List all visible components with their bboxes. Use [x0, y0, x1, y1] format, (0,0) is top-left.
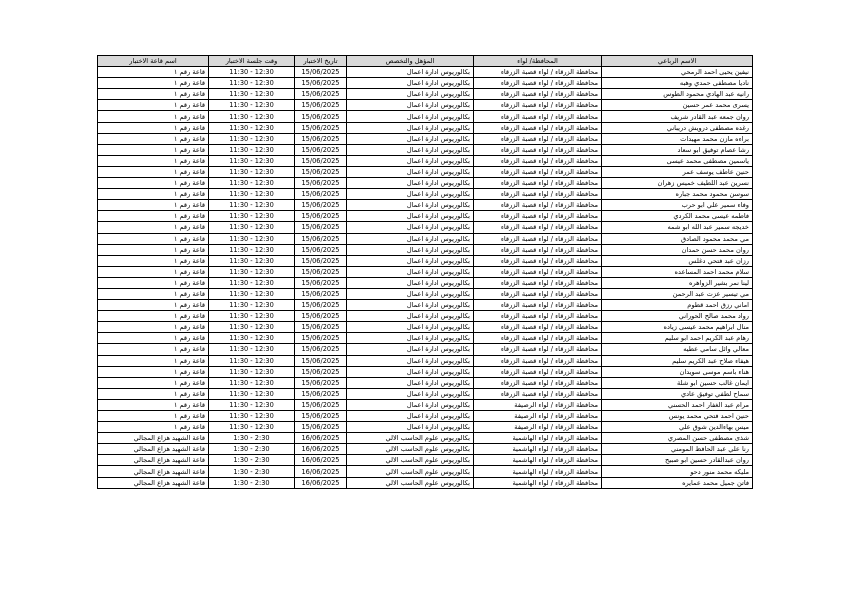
cell-governorate: محافظة الزرقاء / لواء قصبة الزرقاء	[474, 200, 602, 211]
cell-time: 11:30 - 12:30	[209, 399, 295, 410]
cell-qualification: بكالوريوس ادارة اعمال	[347, 266, 474, 277]
cell-time: 11:30 - 12:30	[209, 155, 295, 166]
cell-time: 11:30 - 12:30	[209, 166, 295, 177]
cell-date: 15/06/2025	[295, 233, 347, 244]
cell-governorate: محافظة الزرقاء / لواء قصبة الزرقاء	[474, 155, 602, 166]
cell-room: قاعة رقم ١	[98, 133, 209, 144]
cell-governorate: محافظة الزرقاء / لواء قصبة الزرقاء	[474, 388, 602, 399]
cell-time: 11:30 - 12:30	[209, 288, 295, 299]
cell-time: 11:30 - 12:30	[209, 333, 295, 344]
cell-room: قاعة رقم ١	[98, 300, 209, 311]
cell-name: منال ابراهيم محمد عيسى زياده	[602, 322, 753, 333]
table-row	[98, 155, 753, 166]
table-row	[98, 455, 753, 466]
header-room: اسم قاعة الاختبار	[98, 56, 209, 67]
cell-governorate: محافظة الزرقاء / لواء الهاشمية	[474, 455, 602, 466]
table-row	[98, 466, 753, 477]
cell-time: 1:30 - 2:30	[209, 433, 295, 444]
cell-governorate: محافظة الزرقاء / لواء قصبة الزرقاء	[474, 233, 602, 244]
table-row	[98, 311, 753, 322]
table-row	[98, 344, 753, 355]
cell-date: 15/06/2025	[295, 111, 347, 122]
cell-governorate: محافظة الزرقاء / لواء قصبة الزرقاء	[474, 178, 602, 189]
cell-room: قاعة رقم ١	[98, 344, 209, 355]
cell-room: قاعة رقم ١	[98, 399, 209, 410]
cell-time: 11:30 - 12:30	[209, 133, 295, 144]
cell-qualification: بكالوريوس ادارة اعمال	[347, 144, 474, 155]
cell-governorate: محافظة الزرقاء / لواء قصبة الزرقاء	[474, 122, 602, 133]
table-row	[98, 388, 753, 399]
header-row	[98, 56, 753, 67]
table-row	[98, 322, 753, 333]
cell-name: يسرى محمد عمر حسين	[602, 100, 753, 111]
cell-name: مليكه محمد منور دحو	[602, 466, 753, 477]
cell-date: 15/06/2025	[295, 322, 347, 333]
cell-time: 11:30 - 12:30	[209, 244, 295, 255]
cell-time: 11:30 - 12:30	[209, 266, 295, 277]
cell-time: 11:30 - 12:30	[209, 111, 295, 122]
table-row	[98, 222, 753, 233]
cell-qualification: بكالوريوس ادارة اعمال	[347, 89, 474, 100]
exam-schedule-table	[97, 55, 753, 489]
cell-date: 16/06/2025	[295, 466, 347, 477]
cell-qualification: بكالوريوس ادارة اعمال	[347, 155, 474, 166]
cell-time: 11:30 - 12:30	[209, 178, 295, 189]
cell-room: قاعة رقم ١	[98, 366, 209, 377]
cell-name: رنا علي عبد الحافظ المومني	[602, 444, 753, 455]
table-row	[98, 266, 753, 277]
cell-date: 15/06/2025	[295, 411, 347, 422]
cell-time: 1:30 - 2:30	[209, 444, 295, 455]
cell-room: قاعة رقم ١	[98, 211, 209, 222]
table-row	[98, 255, 753, 266]
cell-governorate: محافظة الزرقاء / لواء قصبة الزرقاء	[474, 377, 602, 388]
table-row	[98, 277, 753, 288]
cell-date: 15/06/2025	[295, 189, 347, 200]
cell-time: 11:30 - 12:30	[209, 200, 295, 211]
cell-room: قاعة رقم ١	[98, 411, 209, 422]
cell-governorate: محافظة الزرقاء / لواء قصبة الزرقاء	[474, 144, 602, 155]
cell-name: فاتن جميل محمد عمايره	[602, 477, 753, 488]
cell-room: قاعة رقم ١	[98, 388, 209, 399]
cell-name: رواد محمد صالح الحوراني	[602, 311, 753, 322]
cell-name: لينا نمر بشير الزواهره	[602, 277, 753, 288]
cell-governorate: محافظة الزرقاء / لواء قصبة الزرقاء	[474, 255, 602, 266]
cell-name: خديجه سمير عبد الله ابو شمه	[602, 222, 753, 233]
cell-time: 11:30 - 12:30	[209, 322, 295, 333]
cell-name: روان جمعه عبد القادر شريف	[602, 111, 753, 122]
cell-name: ميس بهاءالدين شوق علي	[602, 422, 753, 433]
cell-qualification: بكالوريوس ادارة اعمال	[347, 277, 474, 288]
table-row	[98, 67, 753, 78]
cell-qualification: بكالوريوس ادارة اعمال	[347, 344, 474, 355]
cell-room: قاعة رقم ١	[98, 422, 209, 433]
cell-qualification: بكالوريوس ادارة اعمال	[347, 366, 474, 377]
cell-time: 1:30 - 2:30	[209, 455, 295, 466]
cell-qualification: بكالوريوس ادارة اعمال	[347, 189, 474, 200]
cell-governorate: محافظة الزرقاء / لواء قصبة الزرقاء	[474, 322, 602, 333]
cell-date: 15/06/2025	[295, 355, 347, 366]
cell-room: قاعة رقم ١	[98, 189, 209, 200]
table-row	[98, 233, 753, 244]
cell-time: 11:30 - 12:30	[209, 344, 295, 355]
cell-qualification: بكالوريوس علوم الحاسب الالي	[347, 444, 474, 455]
header-name: الاسم الرباعي	[602, 56, 753, 67]
cell-room: قاعة رقم ١	[98, 200, 209, 211]
cell-governorate: محافظة الزرقاء / لواء قصبة الزرقاء	[474, 288, 602, 299]
cell-room: قاعة رقم ١	[98, 100, 209, 111]
cell-time: 11:30 - 12:30	[209, 311, 295, 322]
cell-time: 11:30 - 12:30	[209, 144, 295, 155]
cell-room: قاعة رقم ١	[98, 144, 209, 155]
table-row	[98, 444, 753, 455]
cell-time: 11:30 - 12:30	[209, 100, 295, 111]
header-time: وقت جلسة الاختبار	[209, 56, 295, 67]
cell-name: ناديا مصطفى حمدي وهبه	[602, 78, 753, 89]
cell-date: 15/06/2025	[295, 311, 347, 322]
cell-qualification: بكالوريوس ادارة اعمال	[347, 333, 474, 344]
cell-name: رانيه عبد الهادي محمود الطوس	[602, 89, 753, 100]
cell-governorate: محافظة الزرقاء / لواء قصبة الزرقاء	[474, 311, 602, 322]
cell-qualification: بكالوريوس ادارة اعمال	[347, 422, 474, 433]
cell-date: 15/06/2025	[295, 100, 347, 111]
table-row	[98, 355, 753, 366]
cell-time: 11:30 - 12:30	[209, 122, 295, 133]
table-row	[98, 422, 753, 433]
cell-qualification: بكالوريوس ادارة اعمال	[347, 255, 474, 266]
cell-date: 15/06/2025	[295, 155, 347, 166]
cell-name: سلام محمد احمد المساعده	[602, 266, 753, 277]
cell-time: 11:30 - 12:30	[209, 277, 295, 288]
cell-room: قاعة رقم ١	[98, 288, 209, 299]
cell-governorate: محافظة الزرقاء / لواء قصبة الزرقاء	[474, 89, 602, 100]
cell-room: قاعة رقم ١	[98, 166, 209, 177]
cell-time: 11:30 - 12:30	[209, 255, 295, 266]
cell-date: 15/06/2025	[295, 200, 347, 211]
table-row	[98, 178, 753, 189]
cell-qualification: بكالوريوس ادارة اعمال	[347, 399, 474, 410]
cell-qualification: بكالوريوس ادارة اعمال	[347, 233, 474, 244]
cell-governorate: محافظة الزرقاء / لواء الهاشمية	[474, 477, 602, 488]
cell-governorate: محافظة الزرقاء / لواء الرصيفة	[474, 411, 602, 422]
cell-qualification: بكالوريوس ادارة اعمال	[347, 411, 474, 422]
cell-date: 15/06/2025	[295, 344, 347, 355]
cell-time: 11:30 - 12:30	[209, 211, 295, 222]
cell-governorate: محافظة الزرقاء / لواء قصبة الزرقاء	[474, 67, 602, 78]
table-row	[98, 78, 753, 89]
cell-room: قاعة الشهيد هزاع المجالي	[98, 455, 209, 466]
cell-room: قاعة رقم ١	[98, 277, 209, 288]
cell-date: 15/06/2025	[295, 178, 347, 189]
cell-name: حنين عاطف يوسف عمر	[602, 166, 753, 177]
cell-governorate: محافظة الزرقاء / لواء قصبة الزرقاء	[474, 244, 602, 255]
table-row	[98, 399, 753, 410]
cell-governorate: محافظة الزرقاء / لواء قصبة الزرقاء	[474, 333, 602, 344]
cell-qualification: بكالوريوس ادارة اعمال	[347, 166, 474, 177]
cell-name: روان عبدالقادر حسين ابو صبيح	[602, 455, 753, 466]
cell-date: 15/06/2025	[295, 144, 347, 155]
cell-time: 11:30 - 12:30	[209, 189, 295, 200]
cell-name: وفاء سمير علي ابو حرب	[602, 200, 753, 211]
cell-name: هيفاء صلاح عبد الكريم سليم	[602, 355, 753, 366]
cell-time: 11:30 - 12:30	[209, 78, 295, 89]
table-row	[98, 244, 753, 255]
cell-room: قاعة رقم ١	[98, 266, 209, 277]
cell-time: 11:30 - 12:30	[209, 377, 295, 388]
table-row	[98, 200, 753, 211]
cell-qualification: بكالوريوس ادارة اعمال	[347, 211, 474, 222]
cell-date: 15/06/2025	[295, 333, 347, 344]
cell-governorate: محافظة الزرقاء / لواء قصبة الزرقاء	[474, 211, 602, 222]
cell-room: قاعة رقم ١	[98, 244, 209, 255]
cell-qualification: بكالوريوس علوم الحاسب الالي	[347, 466, 474, 477]
table-row	[98, 89, 753, 100]
cell-date: 15/06/2025	[295, 222, 347, 233]
table-row	[98, 133, 753, 144]
cell-room: قاعة رقم ١	[98, 233, 209, 244]
cell-date: 15/06/2025	[295, 133, 347, 144]
table-row	[98, 144, 753, 155]
table-row	[98, 366, 753, 377]
cell-qualification: بكالوريوس ادارة اعمال	[347, 178, 474, 189]
cell-qualification: بكالوريوس ادارة اعمال	[347, 322, 474, 333]
cell-time: 1:30 - 2:30	[209, 466, 295, 477]
cell-room: قاعة رقم ١	[98, 89, 209, 100]
cell-date: 16/06/2025	[295, 455, 347, 466]
cell-name: نيفين يحيى احمد الرمحي	[602, 67, 753, 78]
header-date: تاريخ الاختبار	[295, 56, 347, 67]
cell-date: 15/06/2025	[295, 255, 347, 266]
table-row	[98, 100, 753, 111]
cell-qualification: بكالوريوس ادارة اعمال	[347, 311, 474, 322]
cell-date: 15/06/2025	[295, 166, 347, 177]
cell-room: قاعة رقم ١	[98, 255, 209, 266]
cell-room: قاعة رقم ١	[98, 78, 209, 89]
cell-room: قاعة الشهيد هزاع المجالي	[98, 433, 209, 444]
cell-date: 15/06/2025	[295, 399, 347, 410]
cell-qualification: بكالوريوس ادارة اعمال	[347, 388, 474, 399]
cell-governorate: محافظة الزرقاء / لواء قصبة الزرقاء	[474, 133, 602, 144]
cell-name: نسرين عبد اللطيف خميس زهران	[602, 178, 753, 189]
cell-room: قاعة رقم ١	[98, 377, 209, 388]
cell-time: 11:30 - 12:30	[209, 366, 295, 377]
cell-room: قاعة رقم ١	[98, 178, 209, 189]
cell-room: قاعة رقم ١	[98, 322, 209, 333]
cell-room: قاعة رقم ١	[98, 111, 209, 122]
cell-qualification: بكالوريوس ادارة اعمال	[347, 355, 474, 366]
cell-name: رغده مصطفى درويش دريباني	[602, 122, 753, 133]
cell-name: اماني رزق احمد قطوم	[602, 300, 753, 311]
table-row	[98, 166, 753, 177]
table-row	[98, 333, 753, 344]
cell-name: براءه مازن محمد مهيدات	[602, 133, 753, 144]
cell-time: 11:30 - 12:30	[209, 422, 295, 433]
cell-qualification: بكالوريوس علوم الحاسب الالي	[347, 455, 474, 466]
cell-governorate: محافظة الزرقاء / لواء قصبة الزرقاء	[474, 100, 602, 111]
cell-date: 15/06/2025	[295, 288, 347, 299]
cell-governorate: محافظة الزرقاء / لواء قصبة الزرقاء	[474, 166, 602, 177]
cell-name: رزان عبد فتحي دغلس	[602, 255, 753, 266]
cell-qualification: بكالوريوس ادارة اعمال	[347, 111, 474, 122]
cell-time: 11:30 - 12:30	[209, 388, 295, 399]
cell-name: روان محمد حسن حمدان	[602, 244, 753, 255]
cell-date: 15/06/2025	[295, 211, 347, 222]
cell-governorate: محافظة الزرقاء / لواء قصبة الزرقاء	[474, 111, 602, 122]
cell-date: 15/06/2025	[295, 388, 347, 399]
header-qualification: المؤهل والتخصص	[347, 56, 474, 67]
cell-governorate: محافظة الزرقاء / لواء قصبة الزرقاء	[474, 366, 602, 377]
cell-time: 1:30 - 2:30	[209, 477, 295, 488]
cell-date: 15/06/2025	[295, 122, 347, 133]
cell-qualification: بكالوريوس ادارة اعمال	[347, 300, 474, 311]
cell-date: 15/06/2025	[295, 377, 347, 388]
cell-qualification: بكالوريوس ادارة اعمال	[347, 200, 474, 211]
cell-governorate: محافظة الزرقاء / لواء قصبة الزرقاء	[474, 222, 602, 233]
cell-name: معالي وائل سامي عطيه	[602, 344, 753, 355]
cell-date: 15/06/2025	[295, 277, 347, 288]
cell-time: 11:30 - 12:30	[209, 233, 295, 244]
cell-qualification: بكالوريوس ادارة اعمال	[347, 133, 474, 144]
cell-name: سماح لطفي توفيق عادي	[602, 388, 753, 399]
cell-room: قاعة رقم ١	[98, 355, 209, 366]
cell-name: مي محمد محمود الصادق	[602, 233, 753, 244]
cell-name: رشا عصام توفيق ابو سعاد	[602, 144, 753, 155]
cell-date: 15/06/2025	[295, 67, 347, 78]
cell-governorate: محافظة الزرقاء / لواء الهاشمية	[474, 444, 602, 455]
cell-room: قاعة رقم ١	[98, 122, 209, 133]
cell-room: قاعة رقم ١	[98, 222, 209, 233]
cell-governorate: محافظة الزرقاء / لواء قصبة الزرقاء	[474, 300, 602, 311]
cell-name: ايمان غالب حسين ابو شلة	[602, 377, 753, 388]
cell-governorate: محافظة الزرقاء / لواء قصبة الزرقاء	[474, 78, 602, 89]
cell-name: شذى مصطفى حسن المصري	[602, 433, 753, 444]
table-row	[98, 111, 753, 122]
cell-qualification: بكالوريوس ادارة اعمال	[347, 78, 474, 89]
cell-governorate: محافظة الزرقاء / لواء قصبة الزرقاء	[474, 189, 602, 200]
cell-qualification: بكالوريوس ادارة اعمال	[347, 67, 474, 78]
cell-date: 15/06/2025	[295, 300, 347, 311]
table-row	[98, 411, 753, 422]
table-row	[98, 122, 753, 133]
cell-room: قاعة رقم ١	[98, 311, 209, 322]
cell-room: قاعة رقم ١	[98, 333, 209, 344]
cell-qualification: بكالوريوس ادارة اعمال	[347, 122, 474, 133]
cell-room: قاعة الشهيد هزاع المجالي	[98, 477, 209, 488]
cell-date: 16/06/2025	[295, 477, 347, 488]
cell-qualification: بكالوريوس علوم الحاسب الالي	[347, 477, 474, 488]
cell-room: قاعة رقم ١	[98, 155, 209, 166]
cell-name: مرام عبد الغفار احمد الحسني	[602, 399, 753, 410]
cell-date: 15/06/2025	[295, 266, 347, 277]
cell-time: 11:30 - 12:30	[209, 300, 295, 311]
cell-governorate: محافظة الزرقاء / لواء الرصيفة	[474, 422, 602, 433]
cell-name: فاطمه عيسى محمد الكردي	[602, 211, 753, 222]
cell-time: 11:30 - 12:30	[209, 411, 295, 422]
cell-governorate: محافظة الزرقاء / لواء قصبة الزرقاء	[474, 344, 602, 355]
cell-time: 11:30 - 12:30	[209, 355, 295, 366]
cell-governorate: محافظة الزرقاء / لواء الهاشمية	[474, 466, 602, 477]
header-governorate: المحافظة/ لواء	[474, 56, 602, 67]
cell-qualification: بكالوريوس ادارة اعمال	[347, 100, 474, 111]
table-row	[98, 433, 753, 444]
cell-name: حنين احمد فتحي محمد يونس	[602, 411, 753, 422]
table-row	[98, 377, 753, 388]
cell-date: 16/06/2025	[295, 444, 347, 455]
cell-room: قاعة الشهيد هزاع المجالي	[98, 444, 209, 455]
cell-time: 11:30 - 12:30	[209, 89, 295, 100]
cell-date: 15/06/2025	[295, 89, 347, 100]
table-row	[98, 300, 753, 311]
table-row	[98, 189, 753, 200]
cell-governorate: محافظة الزرقاء / لواء قصبة الزرقاء	[474, 266, 602, 277]
cell-qualification: بكالوريوس علوم الحاسب الالي	[347, 433, 474, 444]
cell-time: 11:30 - 12:30	[209, 222, 295, 233]
cell-qualification: بكالوريوس ادارة اعمال	[347, 244, 474, 255]
cell-name: ياسمين مصطفى محمد عيسى	[602, 155, 753, 166]
table-row	[98, 477, 753, 488]
cell-date: 15/06/2025	[295, 244, 347, 255]
cell-date: 15/06/2025	[295, 78, 347, 89]
cell-qualification: بكالوريوس ادارة اعمال	[347, 377, 474, 388]
cell-room: قاعة رقم ١	[98, 67, 209, 78]
cell-name: هناء باسم موسى سويدان	[602, 366, 753, 377]
cell-time: 11:30 - 12:30	[209, 67, 295, 78]
cell-room: قاعة الشهيد هزاع المجالي	[98, 466, 209, 477]
table-row	[98, 211, 753, 222]
cell-date: 16/06/2025	[295, 433, 347, 444]
cell-governorate: محافظة الزرقاء / لواء قصبة الزرقاء	[474, 277, 602, 288]
cell-name: رهام عبد الكريم احمد ابو سليم	[602, 333, 753, 344]
cell-qualification: بكالوريوس ادارة اعمال	[347, 222, 474, 233]
cell-qualification: بكالوريوس ادارة اعمال	[347, 288, 474, 299]
cell-date: 15/06/2025	[295, 366, 347, 377]
cell-name: مي تيسير عزت عبد الرحمن	[602, 288, 753, 299]
table-row	[98, 288, 753, 299]
cell-governorate: محافظة الزرقاء / لواء الرصيفة	[474, 399, 602, 410]
cell-date: 15/06/2025	[295, 422, 347, 433]
cell-name: سوسن محمود محمد جباره	[602, 189, 753, 200]
cell-governorate: محافظة الزرقاء / لواء الهاشمية	[474, 433, 602, 444]
cell-governorate: محافظة الزرقاء / لواء قصبة الزرقاء	[474, 355, 602, 366]
